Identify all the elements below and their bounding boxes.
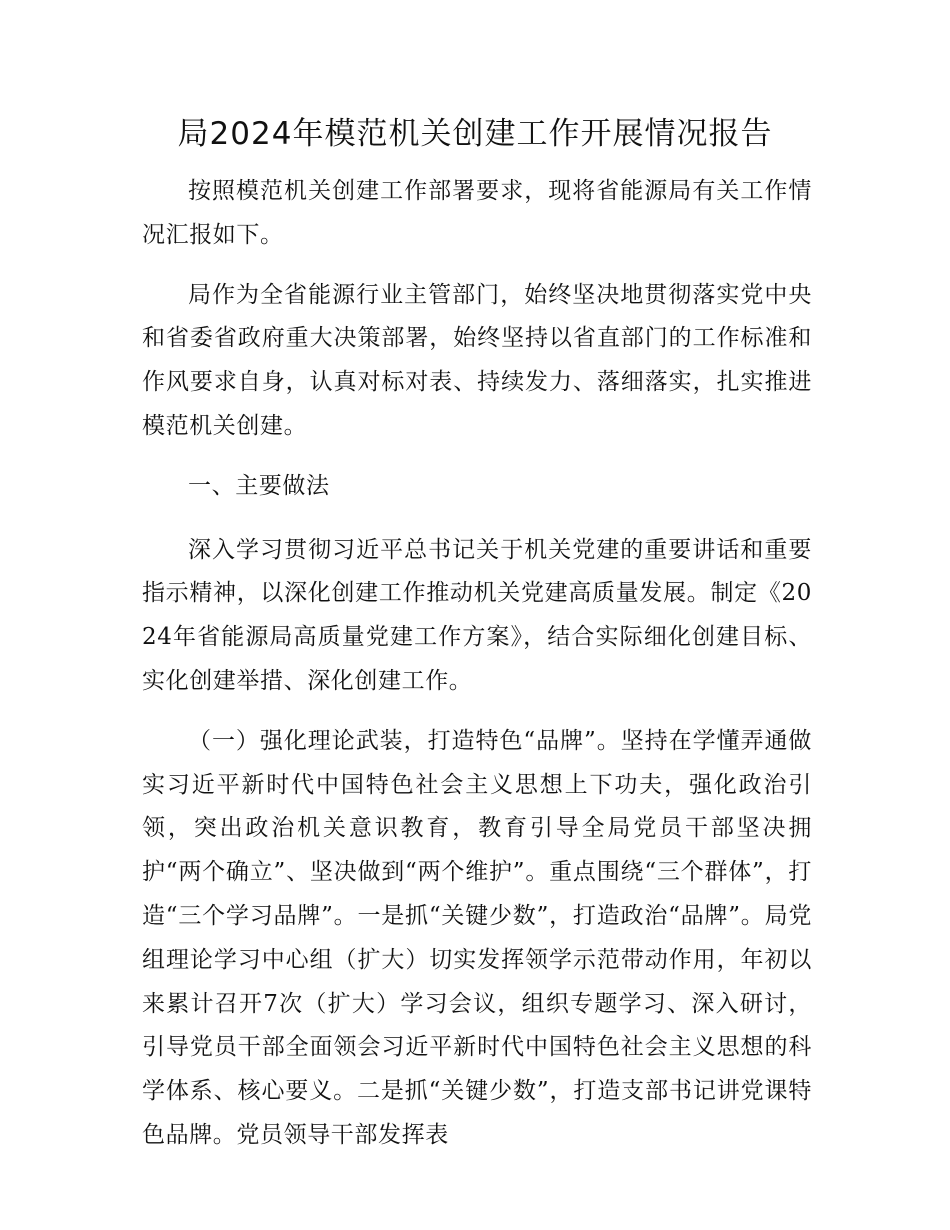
document-title: 局2024年模范机关创建工作开展情况报告: [177, 116, 773, 152]
overview-paragraph: 局作为全省能源行业主管部门，始终坚决地贯彻落实党中央和省委省政府重大决策部署，始终坚持以省直部门的工作标准和作风要求自身，认真对标对表、持续发力、落细落实，扎实推进模范机关创建。: [142, 281, 812, 439]
section-intro-paragraph: 深入学习贯彻习近平总书记关于机关党建的重要讲话和重要指示精神，以深化创建工作推动机关党建高质量发展。制定《2024年省能源局高质量党建工作方案》，结合实际细化创建目标、实化创建举措、深化创建工作。: [142, 536, 812, 694]
document-body: [142, 170, 812, 1174]
subsection-paragraph: （一）强化理论武装，打造特色“品牌”。坚持在学懂弄通做实习近平新时代中国特色社会主义思想上下功夫，强化政治引领，突出政治机关意识教育，教育引导全局党员干部坚决拥护“两个确立”、坚决做到“两个维护”。重点围绕“三个群体”，打造“三个学习品牌”。一是抓“关键少数”，打造政治“品牌”。局党组理论学习中心组（扩大）切实发挥领学示范带动作用，年初以来累计召开7次（扩大）学习会议，组织专题学习、深入研讨，引导党员干部全面领会习近平新时代中国特色社会主义思想的科学体系、核心要义。二是抓“关键少数”，打造支部书记讲党课特色品牌。党员领导干部发挥表: [142, 727, 812, 1148]
section-heading: 一、主要做法: [188, 472, 330, 499]
intro-paragraph: 按照模范机关创建工作部署要求，现将省能源局有关工作情况汇报如下。: [142, 178, 812, 248]
